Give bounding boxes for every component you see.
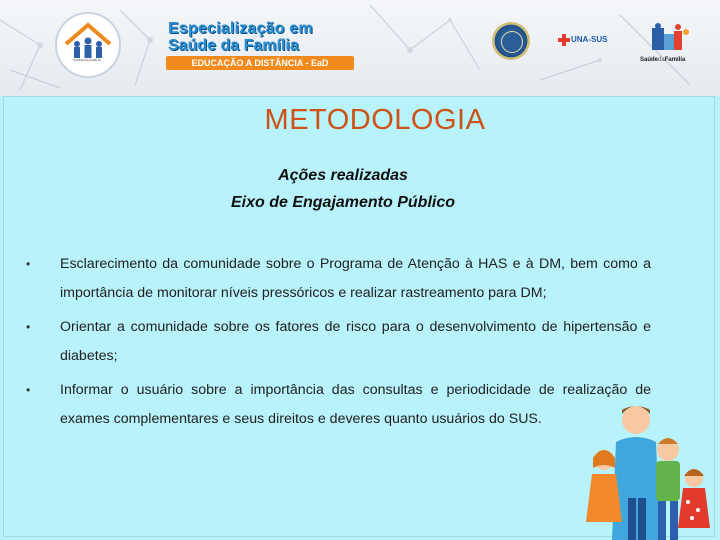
slide-title: METODOLOGIA <box>264 104 486 136</box>
slide-subtitle-actions: Ações realizadas <box>278 167 408 184</box>
course-title-line-1: Especialização em <box>168 20 313 37</box>
sf-caption-mid: da <box>658 57 665 63</box>
unasus-logo <box>558 28 608 54</box>
bullet-text: Orientar a comunidade sobre os fatores de risco para o desenvolvimento de hipertensão e diabetes; <box>60 319 651 364</box>
unasus-cross-icon <box>558 34 570 46</box>
university-seal-icon <box>492 22 530 60</box>
bullet-icon: • <box>26 320 31 334</box>
seal-center <box>501 31 523 53</box>
course-subtitle-bar: EDUCAÇÃO A DISTÂNCIA - EaD <box>166 56 354 70</box>
bullet-icon: • <box>26 257 31 271</box>
family-illustration-icon <box>576 398 716 540</box>
saude-da-familia-logo-icon <box>642 22 698 52</box>
logo-caption: SAÚDE DA FAMÍLIA <box>73 58 101 62</box>
saude-da-familia-caption <box>640 57 685 63</box>
bullet-icon: • <box>26 383 31 397</box>
header-banner <box>0 0 720 96</box>
slide-subtitle-axis: Eixo de Engajamento Público <box>230 194 456 211</box>
list-item <box>26 313 651 371</box>
unasus-label: UNA-SUS <box>571 35 608 44</box>
bullet-text: Esclarecimento da comunidade sobre o Programa de Atenção à HAS e à DM, bem como a importância de monitorar níveis pressóricos e realizar rastreamento para DM; <box>60 256 651 301</box>
course-title-line-2: Saúde da Família <box>168 37 299 54</box>
sf-caption-bold: Saúde <box>640 57 659 63</box>
bullet-list <box>26 250 651 434</box>
list-item <box>26 250 651 308</box>
bullet-text: Informar o usuário sobre a importância das consultas e periodicidade de realização de exames complementares e seus direitos e deveres quanto usuários do SUS. <box>60 382 651 427</box>
sf-caption-end: Família <box>664 57 686 63</box>
family-house-logo-icon <box>55 12 121 78</box>
course-title-block <box>160 20 355 72</box>
list-item <box>26 376 651 434</box>
